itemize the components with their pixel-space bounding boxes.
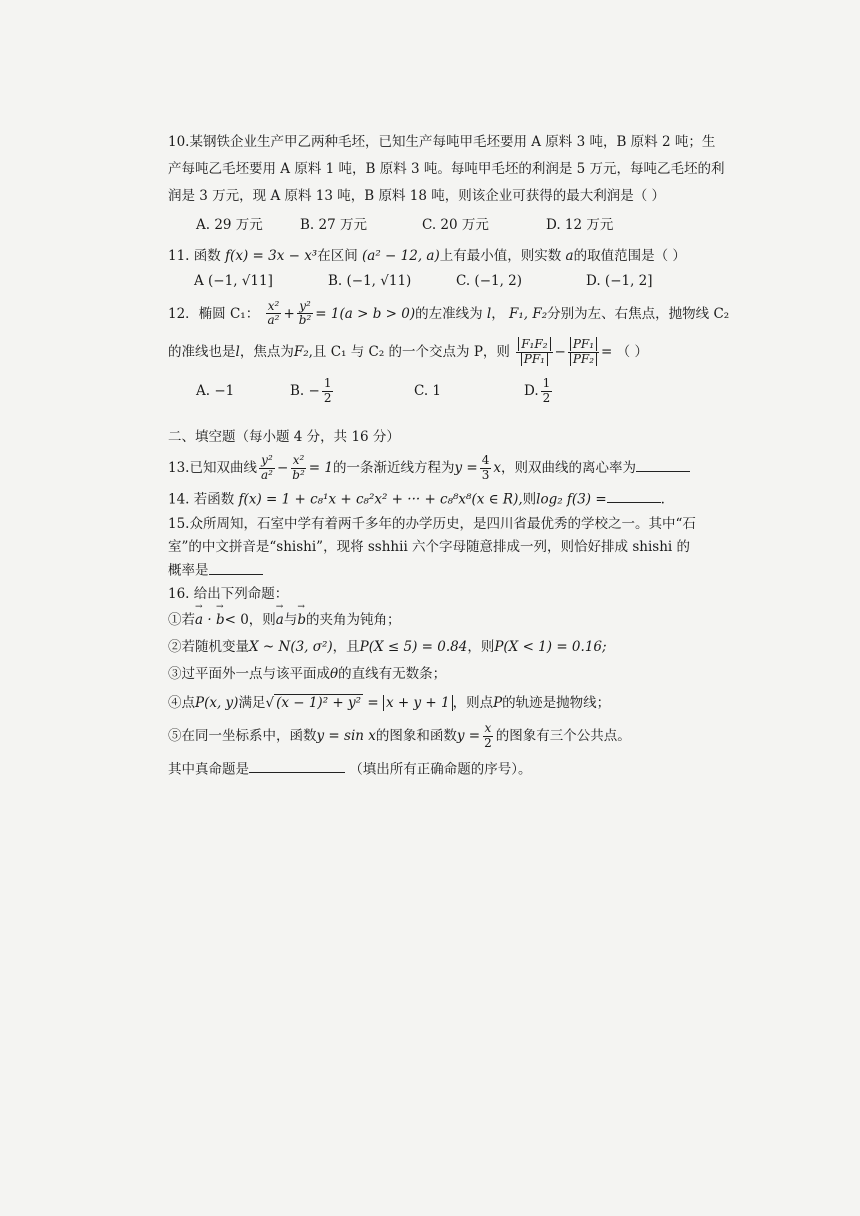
q12-mid-2: ， — [491, 305, 505, 322]
q11-option-d: D. (−1, 2] — [586, 272, 653, 289]
q12-foci: F₁, F₂ — [509, 305, 548, 322]
q10-option-b: B. 27 万元 — [300, 216, 367, 233]
q12-mid-3: 分别为左、右焦点，抛物线 C₂ — [547, 305, 730, 322]
q16-statement-1: ①若→ a · → b< 0，则→ a与→ b的夹角为钝角； — [168, 610, 718, 631]
q10-line-1: 10.某钢铁企业生产甲乙两种毛坯，已知生产每吨甲毛坯要用 A 原料 3 吨，B 原料 2 吨；生 — [168, 134, 716, 150]
q15-line-3: 概率是 — [168, 562, 209, 579]
q16-title: 16. 给出下列命题： — [168, 585, 289, 602]
q13-mid: 的一条渐近线方程为 — [332, 460, 455, 477]
q12-line2-c: ,且 C₁ 与 C₂ 的一个交点为 P，则 — [308, 343, 510, 360]
q16-statement-5: ⑤在同一坐标系中，函数y = sin x的图象和函数y = $\frac{x}{2}$ 的图象有三个公共点。 — [168, 721, 631, 750]
q11-interval: (a² − 12, a) — [362, 247, 440, 264]
q11-var: a — [565, 247, 574, 264]
q11-option-a: A (−1, √11] — [194, 272, 273, 289]
q12-mid: 的左准线为 — [415, 305, 483, 322]
q10-line-3: 润是 3 万元，现 A 原料 13 吨，B 原料 18 吨，则该企业可获得的最大利润是（ ） — [168, 187, 666, 204]
q12-l: l — [486, 305, 492, 322]
q12-line2-b: ，焦点为 — [239, 343, 294, 360]
q13-answer-blank[interactable] — [636, 458, 690, 473]
exam-page — [168, 122, 730, 780]
q11-option-c: C. (−1, 2) — [456, 272, 523, 289]
q14-answer-blank[interactable] — [607, 489, 661, 504]
q16-statement-4: ④点P(x, y)满足√ (x − 1)² + y² = x + y + 1 ，则点P的轨迹是抛物线； — [168, 695, 611, 712]
q12-options — [168, 377, 718, 406]
q12-l-2: l — [235, 343, 240, 360]
q12-option-d-frac: $\frac{1}{2}$ — [542, 375, 551, 405]
q12-option-d: D. — [524, 382, 539, 399]
q15-answer-blank[interactable] — [209, 560, 263, 575]
question-15 — [168, 514, 718, 581]
q13-eq: = 1 — [308, 460, 333, 477]
q16-frac-x2: $\frac{x}{2}$ — [484, 721, 492, 750]
q11-suffix: 上有最小值，则实数 — [439, 247, 562, 264]
q11-option-b: B. (−1, √11) — [328, 272, 412, 289]
q10-option-d: D. 12 万元 — [546, 216, 614, 233]
q12-f2: F₂ — [293, 343, 309, 360]
q12-option-c: C. 1 — [414, 382, 442, 399]
q14-prefix: 14. 若函数 — [168, 491, 235, 508]
q13-x: x — [493, 460, 501, 477]
q13-suffix: ，则双曲线的离心率为 — [500, 460, 636, 477]
q12-eq: = （ ） — [601, 343, 648, 360]
q16-answer-blank[interactable] — [249, 759, 345, 774]
q16-statement-3: ③过平面外一点与该平面成θ的直线有无数条； — [168, 666, 447, 683]
q10-option-a: A. 29 万元 — [196, 216, 263, 233]
q10-line-2: 产每吨乙毛坯要用 A 原料 1 吨，B 原料 3 吨。每吨甲毛坯的利润是 5 万元，每吨乙毛坯的利 — [168, 160, 725, 177]
q12-option-a: A. −1 — [196, 382, 235, 399]
q13-frac-y: $\frac{\text{y²}}{\text{a²}}$ — [260, 453, 273, 483]
q12-frac-2: $\frac{\text{PF₁}}{\text{PF₂}}$ — [568, 338, 599, 367]
q12-frac-1: $\frac{\text{F₁F₂}}{\text{PF₁}}$ — [516, 338, 552, 367]
q10-option-c: C. 20 万元 — [422, 216, 489, 233]
q11-function: f(x) = 3x − x³ — [225, 247, 318, 264]
q14-log: log₂ f(3) = — [536, 491, 607, 508]
q11-prefix: 11. 函数 — [168, 247, 221, 264]
q10-options — [168, 215, 718, 236]
q13-frac-slope: $\frac{4}{3}$ — [481, 453, 490, 483]
q12-option-b: B. − — [290, 382, 320, 399]
q13-y: y = — [454, 460, 478, 477]
q11-suffix-2: 的取值范围是（ ） — [573, 247, 686, 264]
q14-then: 则 — [522, 491, 537, 508]
q15-line-2: 室”的中文拼音是“shishi”，现将 sshhii 六个字母随意排成一列，则恰好排成 shishi 的 — [168, 539, 691, 556]
q12-frac-x: $\frac{\text{x²}}{\text{a²}}$ — [267, 298, 280, 328]
q16-footer: 其中真命题是 （填出所有正确命题的序号）。 — [168, 759, 718, 780]
q14-end: . — [660, 491, 665, 508]
q15-line-1: 15.众所周知，石室中学有着两千多年的办学历史，是四川省最优秀的学校之一。其中“石 — [168, 516, 696, 533]
question-12: 12．椭圆 C₁： $\frac{\text{x²}}{\text{a²}}$ + $\frac{\text{y²}}{\text{b²}}$ = 1(a > b > 0)的左准线为 l， F₁, F₂分别为左、右焦点，抛物线 C₂ 的准线也是l，焦点为F₂,且 C₁ 与 C₂ 的一个交点为 P，则 $\frac{\text{F₁F₂}}{\text{PF₁}}$ − $\frac{\text{PF₁}}{\text{PF₂}}$ = （ ） A. −1 B. − $\frac{1}{2}$ C. 1 D. $\frac{1}{2}$ — [168, 298, 730, 405]
q12-cond: = 1(a > b > 0) — [315, 305, 416, 322]
question-10 — [168, 132, 725, 236]
q11-options — [168, 271, 718, 292]
q13-frac-x: $\frac{\text{x²}}{\text{b²}}$ — [292, 453, 305, 483]
section-2-title: 二、填空题（每小题 4 分，共 16 分） — [168, 429, 400, 446]
question-11 — [168, 246, 718, 292]
question-13: 13.已知双曲线 $\frac{\text{y²}}{\text{a²}}$ − $\frac{\text{x²}}{\text{b²}}$ = 1的一条渐近线方程为y = $\frac{4}{3}$ x，则双曲线的离心率为 — [168, 454, 718, 483]
q12-option-b-frac: $\frac{1}{2}$ — [323, 375, 332, 405]
question-16 — [168, 584, 718, 781]
q13-prefix: 13.已知双曲线 — [168, 460, 257, 477]
q16-statement-2: ②若随机变量X ~ N(3, σ²)，且P(X ≤ 5) = 0.84，则P(X < 1) = 0.16; — [168, 639, 607, 656]
q11-mid: 在区间 — [317, 247, 358, 264]
q12-line2-a: 的准线也是 — [168, 343, 236, 360]
question-14 — [168, 489, 718, 510]
q12-prefix: 12．椭圆 C₁： — [168, 305, 260, 322]
q14-expr: f(x) = 1 + c₈¹x + c₈²x² + ··· + c₈⁸x⁸(x ∈ R), — [238, 491, 523, 508]
q12-frac-y: $\frac{\text{y²}}{\text{b²}}$ — [298, 298, 312, 328]
